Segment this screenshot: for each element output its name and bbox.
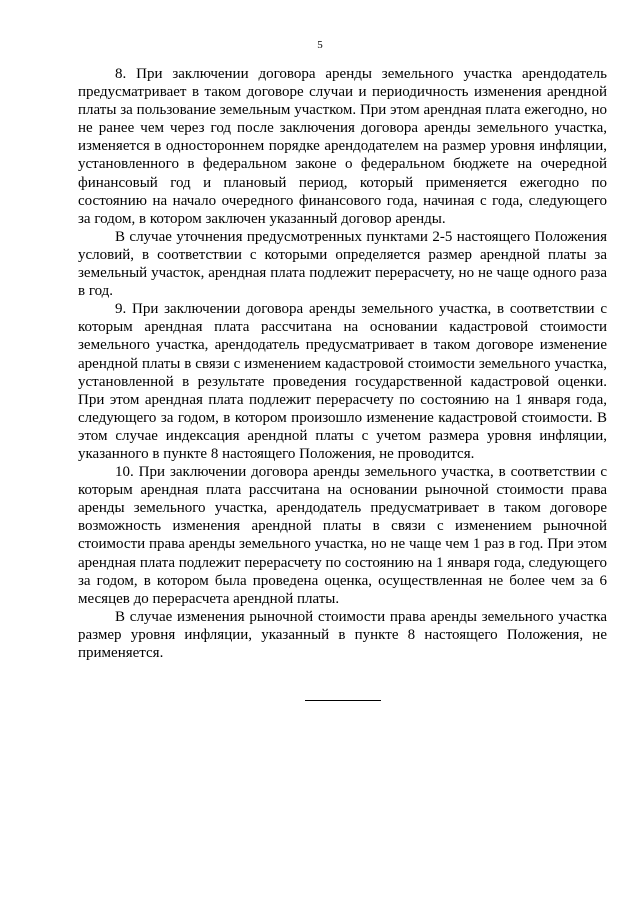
paragraph-clause-10: 10. При заключении договора аренды земельного участка, в соответствии с которым арендная плата рассчитана на основании рыночной стоимости права аренды земельного участка, арендодатель предусматривает в таком договоре возможность изменения арендной платы в связи с изменением рыночной стоимости права аренды земельного участка, но не чаще чем 1 раз в год. При этом арендная плата подлежит перерасчету по состоянию на 1 января года, следующего за годом, в котором была проведена оценка, осуществленная не более чем за 6 месяцев до перерасчета арендной платы. bbox=[78, 464, 607, 607]
paragraph-clause-9: 9. При заключении договора аренды земельного участка, в соответствии с которым арендная плата рассчитана на основании кадастровой стоимости земельного участка, арендодатель предусматривает в таком договоре изменение арендной платы в связи с изменением кадастровой стоимости земельного участка, установленной в результате проведения государственной кадастровой оценки. При этом арендная плата подлежит перерасчету по состоянию на 1 января года, следующего за годом, в котором произошло изменение кадастровой стоимости. В этом случае индексация арендной платы с учетом размера уровня инфляции, указанного в пункте 8 настоящего Положения, не проводится. bbox=[78, 301, 607, 462]
page-number: 5 bbox=[317, 39, 323, 51]
paragraph-clause-10-note: В случае изменения рыночной стоимости права аренды земельного участка размер уровня инфляции, указанный в пункте 8 настоящего Положения, не применяется. bbox=[78, 608, 607, 661]
paragraph-clause-8-note: В случае уточнения предусмотренных пунктами 2-5 настоящего Положения условий, в соответствии с которыми определяется размер арендной платы за земельный участок, арендная плата подлежит перерасчету, но не чаще одного раза в год. bbox=[78, 228, 607, 300]
document-body bbox=[78, 65, 607, 662]
end-separator-line bbox=[305, 700, 381, 701]
paragraph-clause-8: 8. При заключении договора аренды земельного участка арендодатель предусматривает в таком договоре случаи и периодичность изменения арендной платы за пользование земельным участком. При этом арендная плата ежегодно, но не ранее чем через год после заключения договора аренды земельного участка, изменяется в одностороннем порядке арендодателем на размер уровня инфляции, установленного в федеральном законе о федеральном бюджете на очередной финансовый год и плановый период, который применяется ежегодно по состоянию на начало очередного финансового года, начиная с года, следующего за годом, в котором заключен указанный договор аренды. bbox=[78, 66, 607, 227]
